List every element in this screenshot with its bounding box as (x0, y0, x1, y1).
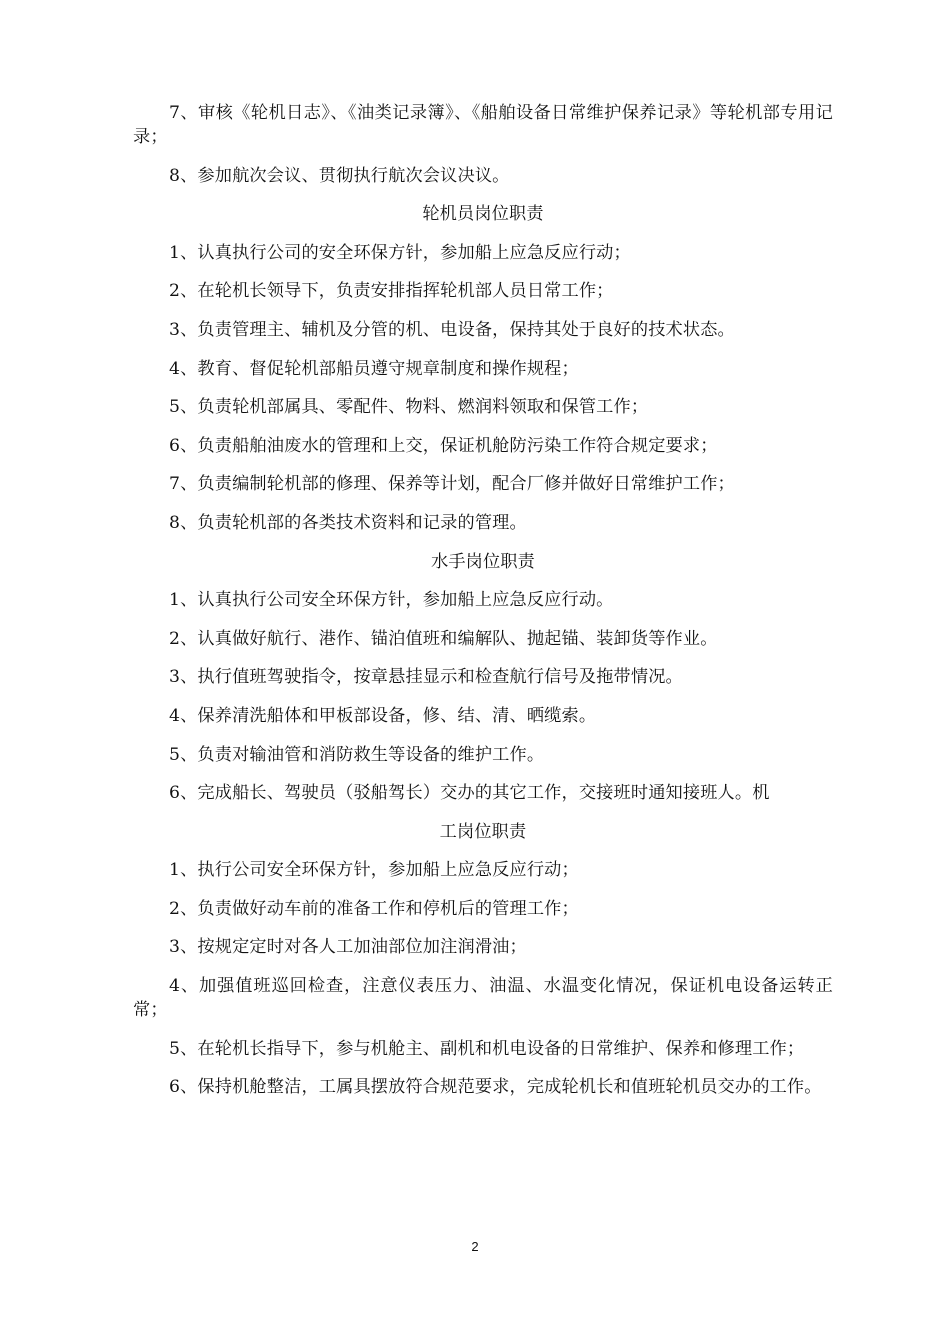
paragraph-mechanic-4: 4、加强值班巡回检查，注意仪表压力、油温、水温变化情况，保证机电设备运转正常； (133, 976, 833, 1021)
paragraph-engineer-5: 5、负责轮机部属具、零配件、物料、燃润料领取和保管工作； (169, 397, 649, 418)
document-body (133, 101, 833, 1114)
paragraph-sailor-3: 3、执行值班驾驶指令，按章悬挂显示和检查航行信号及拖带情况。 (169, 667, 683, 688)
paragraph-sailor-5: 5、负责对输油管和消防救生等设备的维护工作。 (169, 744, 545, 765)
paragraph-engineer-6: 6、负责船舶油废水的管理和上交，保证机舱防污染工作符合规定要求； (169, 435, 718, 456)
paragraph-engineer-7: 7、负责编制轮机部的修理、保养等计划，配合厂修并做好日常维护工作； (169, 474, 735, 495)
paragraph-mechanic-2: 2、负责做好动车前的准备工作和停机后的管理工作； (169, 898, 579, 919)
paragraph-item-7-audit-records: 7、审核《轮机日志》、《油类记录簿》、《船舶设备日常维护保养记录》等轮机部专用记录； (133, 103, 833, 147)
paragraph-sailor-2: 2、认真做好航行、港作、锚泊值班和编解队、抛起锚、装卸货等作业。 (169, 628, 718, 649)
paragraph-mechanic-1: 1、执行公司安全环保方针，参加船上应急反应行动； (169, 860, 579, 881)
section-heading-sailor-duties: 水手岗位职责 (430, 551, 536, 572)
paragraph-sailor-6: 6、完成船长、驾驶员（驳船驾长）交办的其它工作，交接班时通知接班人。机 (169, 783, 770, 804)
paragraph-sailor-4: 4、保养清洗船体和甲板部设备，修、结、清、晒缆索。 (169, 705, 597, 726)
page-number: 2 (471, 1239, 479, 1254)
paragraph-mechanic-6: 6、保持机舱整洁，工属具摆放符合规范要求，完成轮机长和值班轮机员交办的工作。 (169, 1077, 822, 1098)
paragraph-item-8-voyage-meeting: 8、参加航次会议、贯彻执行航次会议决议。 (169, 165, 510, 186)
paragraph-engineer-1: 1、认真执行公司的安全环保方针，参加船上应急反应行动； (169, 242, 631, 263)
paragraph-engineer-2: 2、在轮机长领导下，负责安排指挥轮机部人员日常工作； (169, 281, 614, 302)
paragraph-mechanic-3: 3、按规定定时对各人工加油部位加注润滑油； (169, 937, 527, 958)
paragraph-engineer-8: 8、负责轮机部的各类技术资料和记录的管理。 (169, 512, 527, 533)
paragraph-sailor-1: 1、认真执行公司安全环保方针，参加船上应急反应行动。 (169, 590, 614, 611)
paragraph-engineer-4: 4、教育、督促轮机部船员遵守规章制度和操作规程； (169, 358, 579, 379)
paragraph-mechanic-5: 5、在轮机长指导下，参与机舱主、副机和机电设备的日常维护、保养和修理工作； (169, 1038, 805, 1059)
section-heading-engineer-duties: 轮机员岗位职责 (422, 204, 544, 225)
paragraph-engineer-3: 3、负责管理主、辅机及分管的机、电设备，保持其处于良好的技术状态。 (169, 319, 735, 340)
section-heading-mechanic-duties: 工岗位职责 (439, 821, 527, 842)
